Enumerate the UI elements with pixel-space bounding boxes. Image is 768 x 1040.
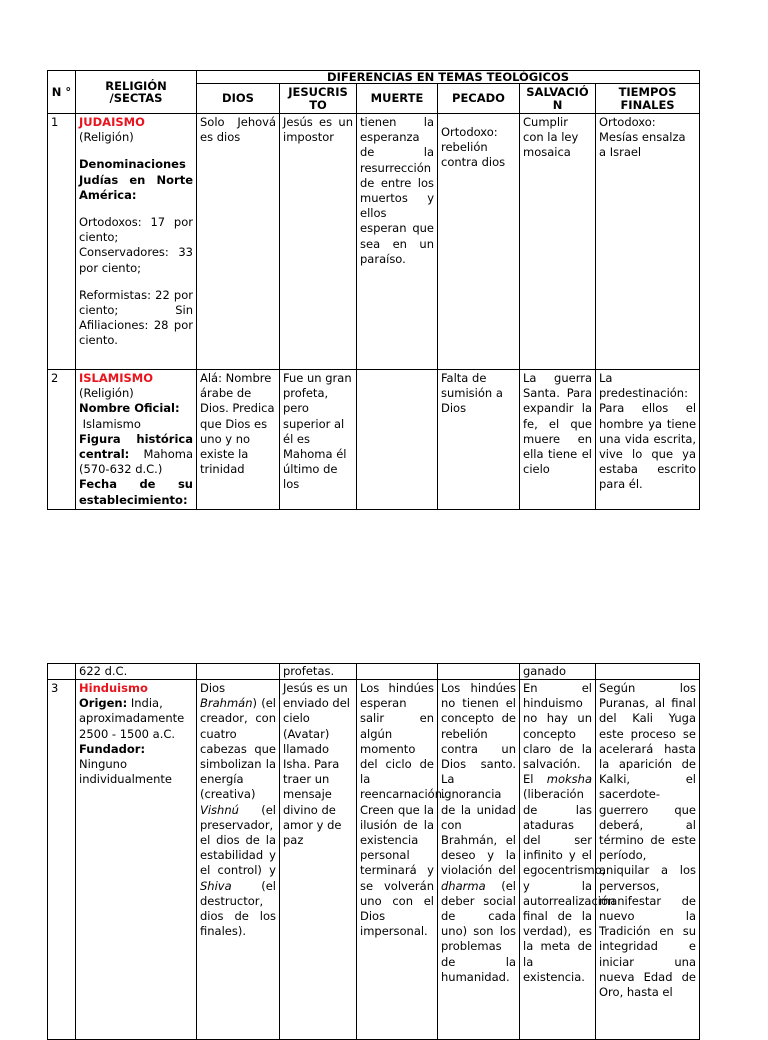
pecado-text: Los hindúes no tienen el concepto de rebelión contra un Dios santo. La ignorancia de la unidad con Brahmán, el deseo y la violación del <box>441 681 516 878</box>
founder-label: Fundador: <box>79 741 146 756</box>
header-muerte: MUERTE <box>357 84 438 114</box>
table-row <box>48 370 700 510</box>
continuation-row <box>48 664 700 680</box>
central-figure-label: Figura histórica central: <box>79 431 193 462</box>
header-jesucristo: JESUCRIS TO <box>280 84 357 114</box>
religion-name: JUDAISMO <box>79 115 145 129</box>
vishnu-term: Vishnú <box>200 802 239 817</box>
dios-cell: Solo Jehová es dios <box>197 114 280 370</box>
religion-type: (Religión) <box>79 386 134 401</box>
pecado-cell <box>438 114 520 370</box>
continuation-jesus: profetas. <box>280 664 357 680</box>
theology-table-page-1 <box>47 70 700 510</box>
continuation-religion: 622 d.C. <box>76 664 197 680</box>
table-row <box>48 114 700 370</box>
religion-cell <box>76 370 197 510</box>
dios-text: Dios <box>200 681 226 695</box>
salvacion-text: (liberación de las ataduras del ser infinito y el egocentrismo, y la autorrealización final de la verdad), es la meta de la existencia. <box>523 787 616 984</box>
header-number: N ° <box>48 71 76 114</box>
dios-cell <box>197 680 280 1040</box>
religion-name: Hinduismo <box>79 681 148 695</box>
denominations-title: Denominaciones Judías en Norte América: <box>79 157 193 202</box>
religion-cell <box>76 114 197 370</box>
religion-type: (Religión) <box>79 130 134 145</box>
religion-name: ISLAMISMO <box>79 371 154 385</box>
muerte-cell: tienen la esperanza de la resurrección de entre los muertos y ellos esperan que sea en un paraíso. <box>357 114 438 370</box>
muerte-cell <box>357 370 438 510</box>
pecado-cell: Falta de sumisión a Dios <box>438 370 520 510</box>
header-group: DIFERENCIAS EN TEMAS TEOLÓGICOS <box>197 71 700 84</box>
header-dios: DIOS <box>197 84 280 114</box>
pecado-text: Ortodoxo: rebelión contra dios <box>441 125 506 170</box>
shiva-term: Shiva <box>200 878 232 893</box>
denomination-reform: Reformistas: 22 por ciento; Sin Afiliaciones: 28 por ciento. <box>79 287 193 348</box>
official-name-label: Nombre Oficial: <box>79 401 180 416</box>
finales-cell: La predestinación: Para ellos el hombre ya tiene una vida escrita, vive lo que ya estaba escrito para él. <box>596 370 700 510</box>
salvacion-cell <box>520 680 616 1040</box>
finales-cell: Ortodoxo: Mesías ensalza a Israel <box>596 114 700 370</box>
official-name-value: Islamismo <box>82 416 141 431</box>
dios-cell: Alá: Nombre árabe de Dios. Predica que Dios es uno y no existe la trinidad <box>197 370 280 510</box>
finales-cell: Según los Puranas, al final del Kali Yuga este proceso se acelerará hasta la aparición de Kalki, el sacerdote-guerrero que deberá, al término de este período, aniquilar a los perversos, manifestar de nuevo la Tradición en su integridad e iniciar una nueva Edad de Oro, hasta el <box>596 680 700 1040</box>
dios-text: (el destructor, dios de los finales). <box>200 878 276 939</box>
header-religion: RELIGIÓN /SECTAS <box>76 71 197 114</box>
moksha-term: moksha <box>546 772 592 787</box>
salvacion-cell: Cumplir con la ley mosaica <box>520 114 596 370</box>
denomination-orthodox: Ortodoxos: 17 por ciento; <box>79 215 193 245</box>
jesus-cell: Fue un gran profeta, pero superior al él es Mahoma él último de los <box>280 370 357 510</box>
dharma-term: dharma <box>441 878 486 893</box>
header-salvacion: SALVACIÓ N <box>520 84 596 114</box>
salvacion-cell: La guerra Santa. Para expandir la fe, el que muere en ella tiene el cielo <box>520 370 596 510</box>
pecado-text: (el deber social de cada uno) son los problemas de la humanidad. <box>441 878 516 984</box>
jesus-cell: Jesús es un impostor <box>280 114 357 370</box>
header-pecado: PECADO <box>438 84 520 114</box>
muerte-cell: Los hindúes esperan salir en algún momento del ciclo de la reencarnación. Creen que la ilusión de la existencia personal terminará y se volverán uno con el Dios impersonal. <box>357 680 438 1040</box>
dios-text: ) (el creador, con cuatro cabezas que simbolizan la energía (creativa) <box>200 696 276 802</box>
origin-label: Origen: <box>79 696 128 711</box>
founder-value: Ninguno individualmente <box>79 757 172 787</box>
header-tiempos-finales: TIEMPOS FINALES <box>596 84 700 114</box>
continuation-salvacion: ganado <box>520 664 596 680</box>
establishment-date-label: Fecha de su establecimiento: <box>79 477 193 507</box>
religion-cell <box>76 680 197 1040</box>
salvacion-text: En el hinduismo no hay un concepto claro de la salvación. El <box>523 681 592 787</box>
theology-table-page-2 <box>47 663 700 1040</box>
table-row <box>48 680 700 1040</box>
denomination-conservative: Conservadores: 33 por ciento; <box>79 245 193 275</box>
pecado-cell <box>438 680 520 1040</box>
row-number: 1 <box>48 114 76 370</box>
origin-value: India, aproximadamente 2500 - 1500 a.C. <box>79 696 185 741</box>
dios-text: (el preservador, el dios de la estabilidad y el control) y <box>200 802 276 878</box>
row-number: 3 <box>48 680 76 1040</box>
central-figure-value: Mahoma (570-632 d.C.) <box>79 447 193 477</box>
row-number: 2 <box>48 370 76 510</box>
brahman-term: Brahmán <box>200 696 253 711</box>
jesus-cell: Jesús es un enviado del cielo (Avatar) llamado Isha. Para traer un mensaje divino de amor y de paz <box>280 680 357 1040</box>
